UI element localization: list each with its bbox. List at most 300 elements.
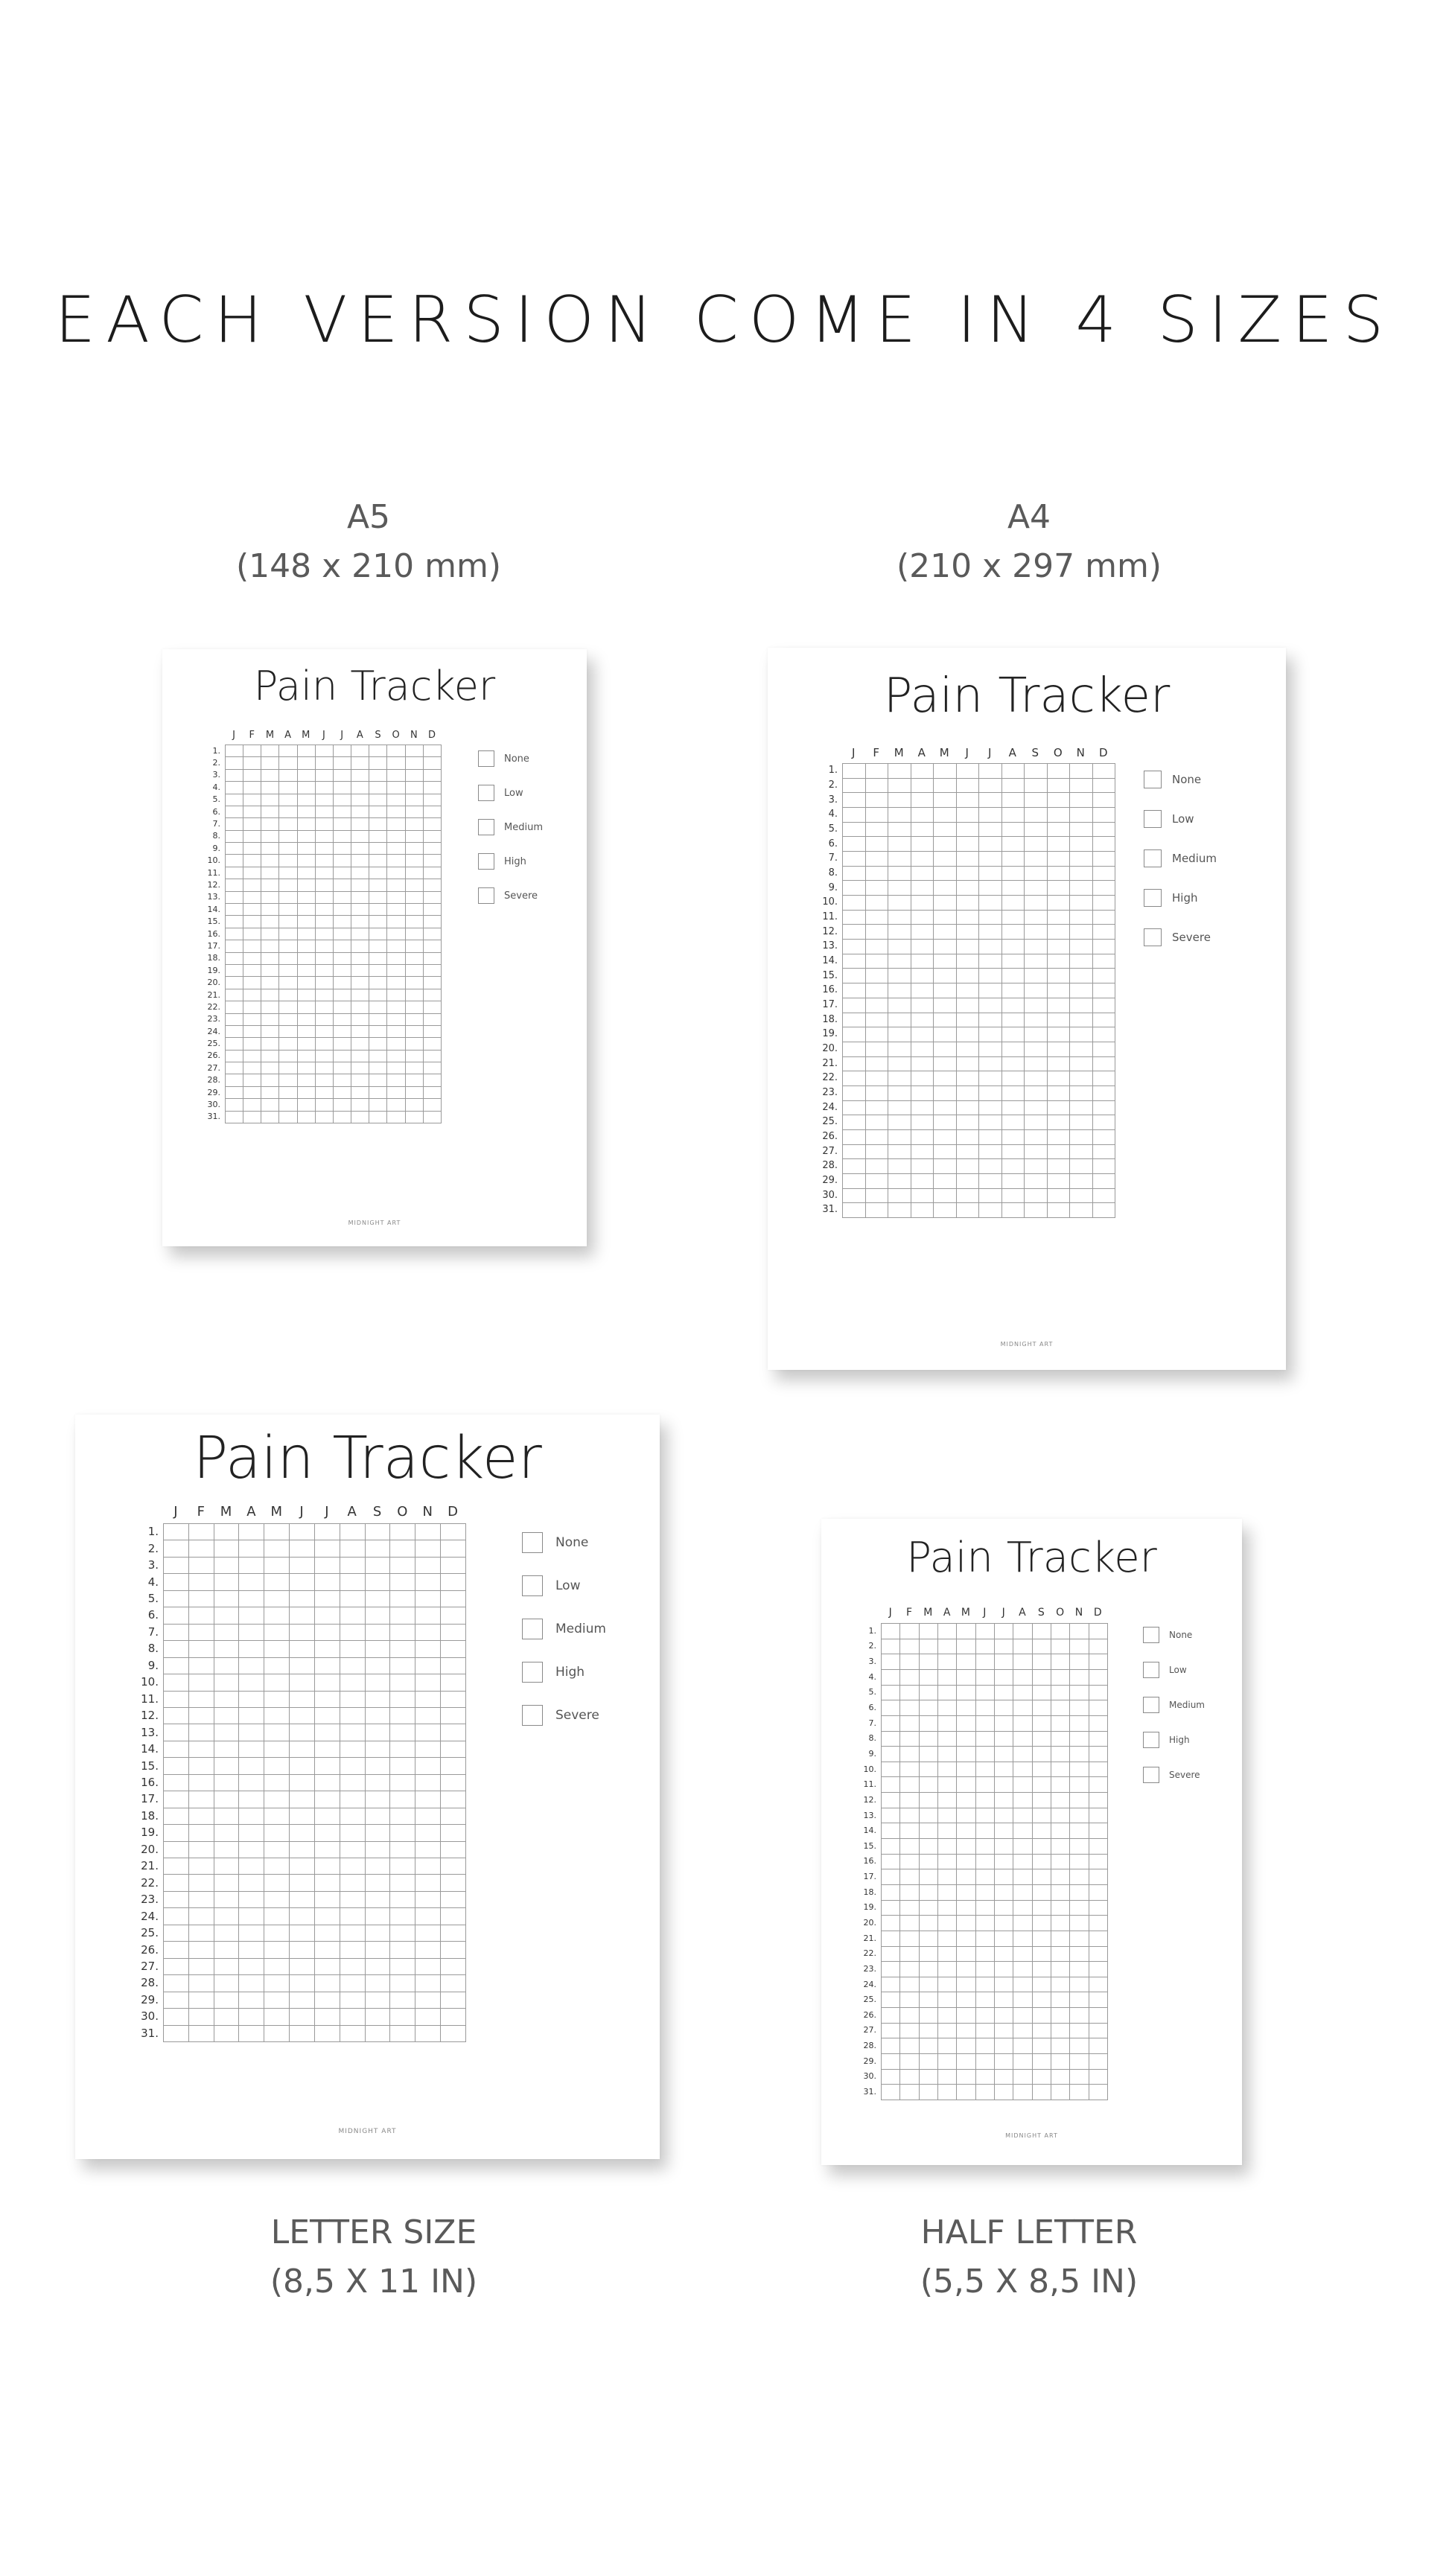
grid-cell [1070,1189,1093,1204]
grid-cell [387,770,405,782]
day-label: 19. [141,1826,159,1840]
grid-cell [882,1962,900,1977]
grid-cell [1089,1793,1108,1808]
grid-cell [843,1174,866,1189]
grid-cell [976,1977,995,1993]
grid-cell [866,1203,889,1218]
grid-cell [406,1099,424,1111]
grid-cell [995,1654,1013,1670]
grid-cell [911,881,934,896]
grid-cell [316,1001,334,1013]
grid-cell [1051,1700,1070,1716]
grid-cell [920,2054,938,2070]
grid-cell [1033,2054,1051,2070]
grid-cell [424,965,442,977]
grid-cell [1070,852,1093,867]
grid-cell [979,925,1002,940]
grid-cell [290,1758,315,1774]
grid-cell [214,1524,240,1540]
month-label: J [232,730,235,741]
grid-cell [957,764,980,779]
grid-cell [882,1793,900,1808]
grid-cell [243,1074,261,1086]
grid-cell [934,1115,957,1130]
legend-label: Severe [555,1708,599,1723]
grid-cell [900,1793,919,1808]
grid-cell [866,793,889,808]
grid-cell [888,1057,911,1072]
day-label: 29. [207,1087,220,1097]
grid-cell [298,965,316,977]
grid-cell [1089,1869,1108,1885]
grid-cell [261,855,279,867]
grid-cell [866,1189,889,1204]
grid-cell [351,782,369,794]
grid-cell [243,1051,261,1062]
grid-cell [226,916,243,928]
grid-cell [390,1908,415,1925]
grid-cell [995,2038,1013,2054]
grid-cell [1070,1700,1089,1716]
grid-cell [366,1708,391,1724]
grid-cell [334,928,351,940]
grid-cell [979,867,1002,881]
grid-cell [164,1724,189,1741]
day-label: 10. [863,1764,876,1774]
grid-cell [1093,808,1116,823]
day-label: 3. [212,770,220,780]
grid-cell [424,782,442,794]
month-label: N [410,730,418,741]
grid-cell [1048,1130,1071,1145]
grid-cell [214,1558,240,1574]
grid-cell [995,2054,1013,2070]
grid-cell [979,940,1002,954]
grid-cell [1070,1839,1089,1855]
grid-cell [976,1901,995,1916]
legend-item [522,1619,606,1639]
grid-cell [882,2038,900,2054]
grid-cell [315,1825,340,1841]
grid-cell [340,1558,366,1574]
grid-cell [979,764,1002,779]
grid-cell [957,837,980,852]
grid-cell [995,1962,1013,1977]
grid-cell [226,757,243,769]
grid-cell [340,2009,366,2025]
grid-cell [1070,1823,1089,1839]
grid-cell [1070,1869,1089,1885]
grid-cell [957,954,980,969]
grid-cell [316,1026,334,1038]
day-label: 12. [863,1794,876,1805]
legend-label: Severe [1172,931,1211,944]
grid-cell [882,1992,900,2008]
grid-cell [934,1101,957,1116]
grid-cell [298,904,316,916]
grid-cell [366,1741,391,1758]
grid-cell [843,940,866,954]
grid-cell [406,855,424,867]
grid-cell [340,1808,366,1825]
grid-cell [957,925,980,940]
grid-cell [351,965,369,977]
grid-cell [1093,911,1116,925]
grid-cell [1070,779,1093,794]
grid-cell [387,977,405,989]
grid-cell [888,808,911,823]
grid-cell [415,2026,441,2042]
day-label: 2. [828,780,838,791]
grid-cell [390,1558,415,1574]
grid-cell [938,2085,957,2100]
grid-cell [1093,1174,1116,1189]
day-label: 20. [822,1043,838,1055]
grid-cell [189,1708,214,1724]
grid-cell [340,1892,366,1908]
grid-cell [279,770,297,782]
grid-cell [264,1942,290,1958]
grid-cell [866,1145,889,1160]
grid-cell [1070,2008,1089,2024]
grid-cell [920,1670,938,1686]
grid-cell [340,1607,366,1624]
grid-cell [290,1607,315,1624]
grid-cell [866,779,889,794]
month-label: J [325,1504,329,1520]
day-label: 20. [207,978,220,988]
grid-cell [1002,940,1025,954]
grid-cell [226,867,243,879]
legend-item [1144,889,1217,907]
grid-cell [243,940,261,952]
grid-cell [1033,2085,1051,2100]
day-label: 5. [212,794,220,805]
grid-cell [957,2085,975,2100]
grid-cell [415,1758,441,1774]
grid-cell [995,1777,1013,1793]
grid-cell [387,965,405,977]
grid-cell [387,855,405,867]
month-label: D [448,1504,458,1520]
grid-cell [390,1524,415,1540]
grid-cell [1013,1762,1032,1778]
grid-cell [441,1741,466,1758]
grid-cell [369,770,387,782]
day-label: 14. [822,955,838,967]
grid-cell [279,757,297,769]
grid-cell [264,1607,290,1624]
grid-cell [1070,969,1093,983]
grid-cell [441,1758,466,1774]
grid-cell [1033,1700,1051,1716]
grid-cell [1093,925,1116,940]
grid-cell [1070,1716,1089,1732]
grid-cell [1070,1203,1093,1218]
grid-cell [938,1885,957,1901]
grid-cell [866,881,889,896]
grid-cell [976,2054,995,2070]
grid-cell [390,1925,415,1942]
grid-cell [888,998,911,1013]
grid-cell [882,1916,900,1931]
grid-cell [1089,2070,1108,2085]
grid-cell [189,1825,214,1841]
day-label: 4. [147,1575,159,1589]
grid-cell [1070,925,1093,940]
grid-cell [1025,954,1048,969]
grid-cell [315,1908,340,1925]
grid-cell [189,1959,214,1975]
grid-cell [334,977,351,989]
grid-cell [334,940,351,952]
month-label: M [302,730,310,741]
grid-cell [888,896,911,911]
grid-cell [189,1692,214,1708]
grid-cell [976,1762,995,1778]
grid-cell [979,881,1002,896]
pain-level-legend [478,750,543,904]
grid-cell [369,1014,387,1026]
grid-cell [920,2070,938,2085]
grid-cell [888,764,911,779]
grid-cell [279,1099,297,1111]
month-label: M [265,730,275,741]
grid-cell [1070,1159,1093,1174]
grid-cell [315,1992,340,2009]
grid-cell [164,1908,189,1925]
grid-cell [1033,1839,1051,1855]
grid-cell [290,1775,315,1791]
grid-cell [911,1101,934,1116]
day-label: 4. [868,1671,876,1682]
grid-cell [920,1947,938,1963]
grid-cell [1089,1808,1108,1824]
grid-cell [334,794,351,806]
grid-cell [316,892,334,904]
grid-cell [1013,1793,1032,1808]
legend-item [478,853,543,870]
day-label: 13. [141,1725,159,1739]
month-label: M [939,746,949,759]
day-label: 10. [822,896,838,908]
grid-cell [882,1686,900,1701]
month-label: D [1093,1607,1102,1619]
grid-cell [934,1013,957,1028]
grid-cell [866,940,889,954]
grid-cell [334,745,351,757]
month-label: A [246,1504,256,1520]
grid-cell [298,1026,316,1038]
grid-cell [290,1808,315,1825]
grid-cell [424,953,442,965]
grid-cell [1025,1203,1048,1218]
grid-cell [1033,1777,1051,1793]
grid-cell [957,2054,975,2070]
day-label: 16. [141,1776,159,1790]
grid-cell [415,1591,441,1607]
grid-cell [369,989,387,1001]
grid-cell [351,904,369,916]
grid-cell [387,1062,405,1074]
grid-cell [387,940,405,952]
legend-item [478,785,543,801]
grid-cell [441,1908,466,1925]
day-label: 31. [822,1204,838,1216]
grid-cell [957,1716,975,1732]
grid-cell [1051,2008,1070,2024]
grid-cell [315,1658,340,1674]
grid-cell [979,1042,1002,1057]
grid-cell [340,1959,366,1975]
day-label: 4. [212,782,220,792]
grid-cell [957,969,980,983]
size-dimensions: (8,5 X 11 IN) [270,2263,478,2301]
grid-cell [290,1574,315,1590]
grid-cell [279,806,297,818]
grid-cell [315,1692,340,1708]
grid-cell [406,965,424,977]
grid-cell [900,2008,919,2024]
grid-cell [911,867,934,881]
grid-cell [938,1823,957,1839]
grid-cell [189,1892,214,1908]
grid-cell [1089,1777,1108,1793]
grid-cell [164,2009,189,2025]
grid-cell [957,881,980,896]
grid-cell [351,892,369,904]
grid-cell [243,1099,261,1111]
grid-cell [279,989,297,1001]
grid-cell [976,1716,995,1732]
grid-cell [843,1145,866,1160]
day-label: 23. [141,1893,159,1907]
grid-cell [315,1775,340,1791]
grid-cell [866,837,889,852]
grid-cell [214,1641,240,1657]
grid-cell [441,1875,466,1891]
day-label: 6. [212,806,220,817]
grid-cell [979,998,1002,1013]
month-label: M [270,1504,282,1520]
grid-cell [424,770,442,782]
grid-cell [1025,925,1048,940]
day-label: 31. [863,2087,876,2097]
grid-cell [264,1858,290,1875]
grid-cell [406,953,424,965]
grid-cell [1089,1947,1108,1963]
grid-cell [888,823,911,838]
grid-cell [1025,1086,1048,1101]
grid-cell [164,1959,189,1975]
grid-cell [226,904,243,916]
grid-cell [1070,1947,1089,1963]
grid-cell [424,1087,442,1099]
legend-label: High [1169,1735,1190,1745]
grid-cell [995,2070,1013,2085]
grid-cell [351,977,369,989]
grid-cell [340,1791,366,1808]
grid-cell [264,1658,290,1674]
grid-cell [934,1042,957,1057]
grid-cell [261,806,279,818]
grid-cell [1051,1992,1070,2008]
grid-cell [843,911,866,925]
grid-cell [239,1825,264,1841]
day-label: 18. [822,1013,838,1025]
grid-cell [1070,1042,1093,1057]
grid-cell [366,2026,391,2042]
day-label: 24. [822,1101,838,1113]
grid-cell [920,2038,938,2054]
grid-cell [164,1741,189,1758]
grid-cell [1089,1716,1108,1732]
grid-cell [316,989,334,1001]
grid-cell [164,1992,189,2009]
grid-cell [1051,2070,1070,2085]
grid-cell [351,953,369,965]
grid-cell [214,1858,240,1875]
grid-cell [1013,1639,1032,1655]
grid-cell [290,1658,315,1674]
grid-cell [261,892,279,904]
grid-cell [264,1625,290,1641]
grid-cell [387,1014,405,1026]
grid-cell [390,1591,415,1607]
grid-cell [387,1051,405,1062]
grid-cell [1070,1101,1093,1116]
day-label: 1. [828,765,838,777]
grid-cell [316,818,334,830]
grid-cell [406,928,424,940]
grid-cell [316,953,334,965]
grid-cell [1089,1992,1108,2008]
grid-cell [888,1013,911,1028]
month-label: S [375,730,381,741]
grid-cell [441,1708,466,1724]
checkbox-icon [1143,1627,1159,1643]
grid-cell [1002,911,1025,925]
day-label: 12. [141,1709,159,1723]
grid-cell [882,1823,900,1839]
grid-cell [243,1087,261,1099]
grid-cell [1013,2008,1032,2024]
grid-cell [441,1858,466,1875]
grid-cell [189,1674,214,1691]
grid-cell [315,1574,340,1590]
size-label-a5 [108,493,629,591]
grid-cell [957,2038,975,2054]
grid-cell [888,954,911,969]
day-label: 23. [822,1087,838,1099]
day-label: 26. [822,1131,838,1143]
month-label: A [347,1504,357,1520]
grid-cell [938,1839,957,1855]
grid-cell [264,1892,290,1908]
grid-cell [1051,1977,1070,1993]
grid-cell [214,1791,240,1808]
month-label: A [1008,746,1016,759]
grid-cell [995,1823,1013,1839]
legend-item [522,1705,606,1726]
grid-cell [866,1130,889,1145]
grid-cell [390,1975,415,1992]
grid-cell [1051,1777,1070,1793]
grid-cell [334,916,351,928]
grid-cell [1070,1855,1089,1870]
day-label: 25. [141,1926,159,1940]
grid-cell [900,1839,919,1855]
